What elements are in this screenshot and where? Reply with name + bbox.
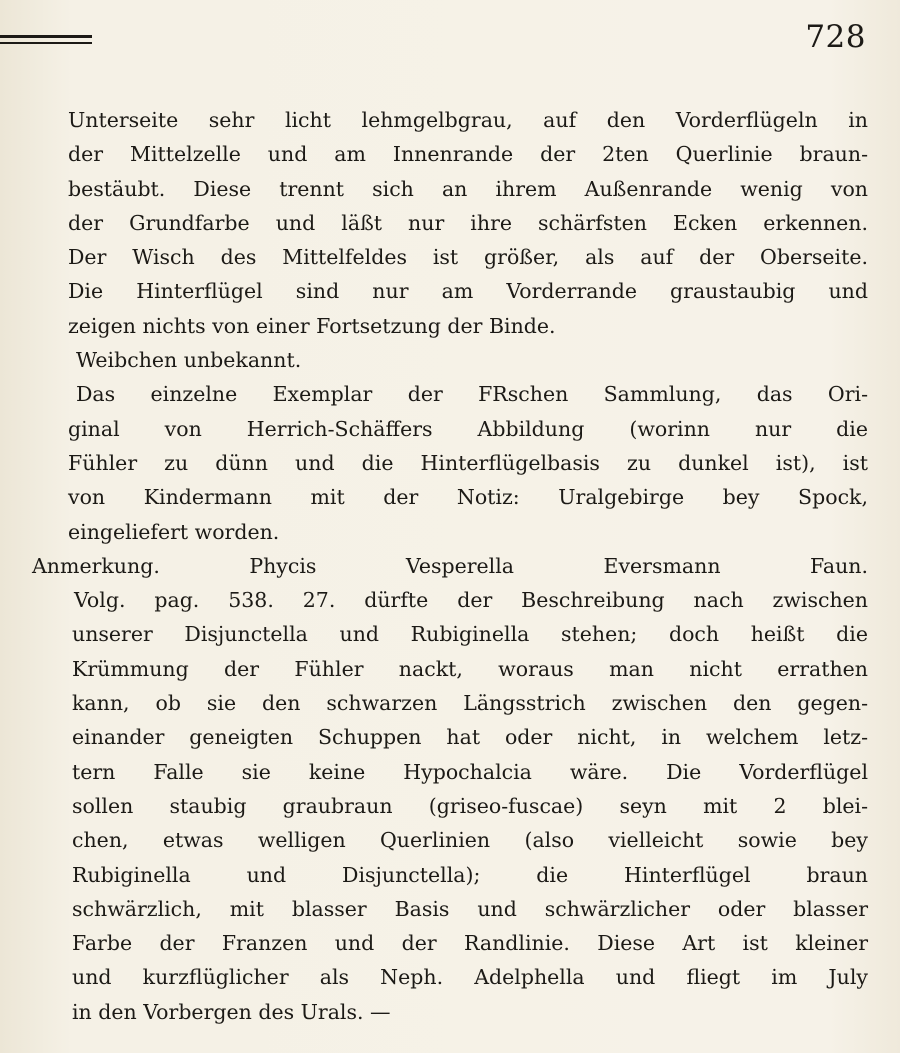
text-line: unserer Disjunctella und Rubiginella stehen; doch heißt die — [72, 622, 868, 647]
text-line: und kurzflüglicher als Neph. Adelphella und fliegt im July — [72, 965, 868, 990]
text-line: von Kindermann mit der Notiz: Uralgebirge bey Spock, — [68, 485, 868, 510]
text-line: Unterseite sehr licht lehmgelbgrau, auf den Vorderflügeln in — [68, 108, 868, 132]
text-line: in den Vorbergen des Urals. — — [72, 999, 391, 1024]
text-line: zeigen nichts von einer Fortsetzung der Binde. — [68, 313, 556, 338]
text-line: Farbe der Franzen und der Randlinie. Diese Art ist kleiner — [72, 931, 868, 956]
page-number: 728 — [805, 19, 866, 55]
text-line: Die Hinterflügel sind nur am Vorderrande graustaubig und — [68, 279, 868, 304]
text-line: kann, ob sie den schwarzen Längsstrich zwischen den gegen- — [72, 691, 868, 716]
body-text — [32, 103, 868, 1029]
text-line: chen, etwas welligen Querlinien (also vielleicht sowie bey — [72, 828, 868, 853]
text-line: Der Wisch des Mittelfeldes ist größer, als auf der Oberseite. — [68, 245, 868, 270]
text-line: Das einzelne Exemplar der FRschen Sammlung, das Ori- — [76, 382, 868, 407]
text-line: Krümmung der Fühler nackt, woraus man nicht errathen — [72, 656, 868, 681]
text-line: der Mittelzelle und am Innenrande der 2ten Querlinie braun- — [68, 142, 868, 167]
header-rule-thick — [0, 35, 92, 38]
text-line: der Grundfarbe und läßt nur ihre schärfsten Ecken erkennen. — [68, 210, 868, 235]
text-line: Rubiginella und Disjunctella); die Hinterflügel braun — [72, 862, 868, 887]
text-line: Fühler zu dünn und die Hinterflügelbasis zu dunkel ist), ist — [68, 450, 868, 475]
text-line: ginal von Herrich-Schäffers Abbildung (worinn nur die — [68, 416, 868, 441]
text-line: bestäubt. Diese trennt sich an ihrem Außenrande wenig von — [68, 176, 868, 201]
text-line: Volg. pag. 538. 27. dürfte der Beschreibung nach zwischen — [74, 588, 868, 613]
text-line: einander geneigten Schuppen hat oder nicht, in welchem letz- — [72, 725, 868, 750]
text-line: sollen staubig graubraun (griseo-fuscae) seyn mit 2 blei- — [72, 793, 868, 818]
text-line: schwärzlich, mit blasser Basis und schwärzlicher oder blasser — [72, 896, 868, 921]
text-line: Weibchen unbekannt. — [76, 348, 302, 373]
text-line: tern Falle sie keine Hypochalcia wäre. Die Vorderflügel — [72, 759, 868, 784]
text-line: eingeliefert worden. — [68, 519, 280, 544]
header-rule-thin — [0, 42, 92, 44]
text-line: Anmerkung. Phycis Vesperella Eversmann Faun. — [32, 553, 868, 578]
